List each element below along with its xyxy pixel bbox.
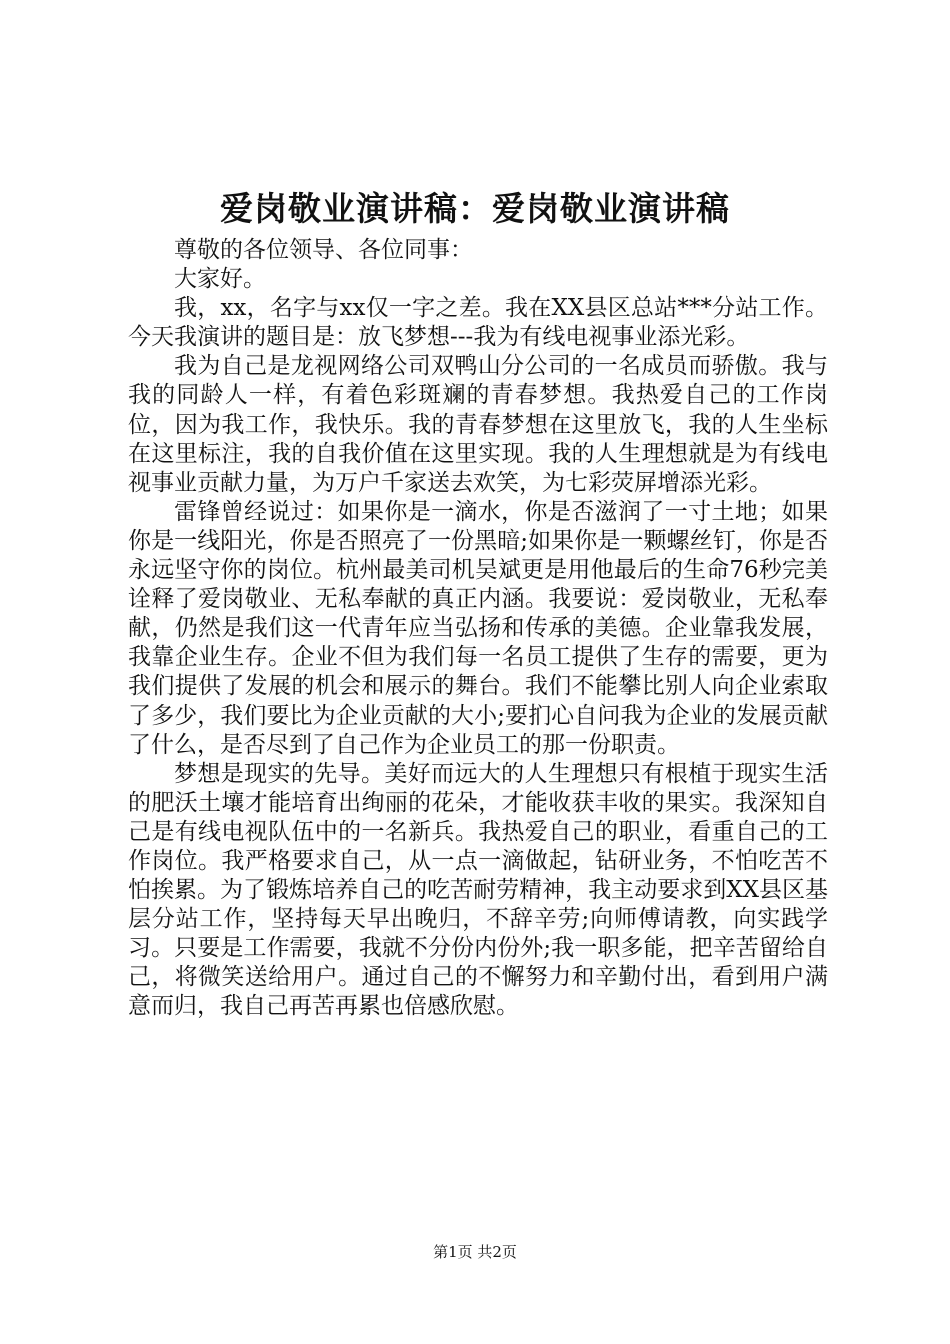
paragraph-pride: 我为自己是龙视网络公司双鸭山分公司的一名成员而骄傲。我与我的同龄人一样，有着色彩斑斓的青春梦想。我热爱自己的工作岗位，因为我工作，我快乐。我的青春梦想在这里放飞，我的人生坐标在这里标注，我的自我价值在这里实现。我的人生理想就是为有线电视事业贡献力量，为万户千家送去欢笑，为七彩荧屏增添光彩。 [128,353,828,496]
document-title: 爱岗敬业演讲稿：爱岗敬业演讲稿 [220,189,730,228]
paragraph-introduction: 我，xx，名字与xx仅一字之差。我在XX县区总站***分站工作。今天我演讲的题目是：放飞梦想---我为有线电视事业添光彩。 [128,295,828,351]
document-body [128,236,828,1022]
paragraph-salutation: 尊敬的各位领导、各位同事： [174,237,473,263]
paragraph-dedication: 雷锋曾经说过：如果你是一滴水，你是否滋润了一寸土地；如果你是一线阳光，你是否照亮了一份黑暗;如果你是一颗螺丝钉，你是否永远坚守你的岗位。杭州最美司机吴斌更是用他最后的生命76秒完美诠释了爱岗敬业、无私奉献的真正内涵。我要说：爱岗敬业，无私奉献，仍然是我们这一代青年应当弘扬和传承的美德。企业靠我发展，我靠企业生存。企业不但为我们每一名员工提供了生存的需要，更为我们提供了发展的机会和展示的舞台。我们不能攀比别人向企业索取了多少，我们要比为企业贡献的大小;要扪心自问我为企业的发展贡献了什么，是否尽到了自己作为企业员工的那一份职责。 [128,498,828,758]
page-number-footer: 第1页 共2页 [433,1243,517,1261]
paragraph-greeting: 大家好。 [174,266,266,293]
paragraph-dream: 梦想是现实的先导。美好而远大的人生理想只有根植于现实生活的肥沃土壤才能培育出绚丽的花朵，才能收获丰收的果实。我深知自己是有线电视队伍中的一名新兵。我热爱自己的职业，看重自己的工作岗位。我严格要求自己，从一点一滴做起，钻研业务，不怕吃苦不怕挨累。为了锻炼培养自己的吃苦耐劳精神，我主动要求到XX县区基层分站工作，坚持每天早出晚归，不辞辛劳;向师傅请教，向实践学习。只要是工作需要，我就不分份内份外;我一职多能，把辛苦留给自己，将微笑送给用户。通过自己的不懈努力和辛勤付出，看到用户满意而归，我自己再苦再累也倍感欣慰。 [128,760,828,1020]
